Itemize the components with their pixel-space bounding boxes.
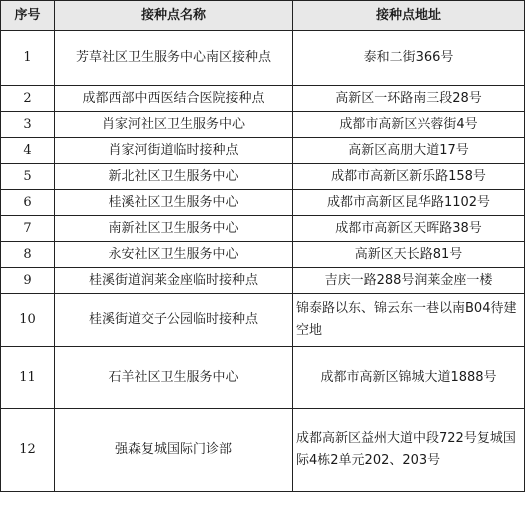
row-index: 8 [1,242,55,268]
table-row [1,347,525,409]
row-site-name: 成都西部中西医结合医院接种点 [55,86,293,112]
table-row [1,86,525,112]
row-site-name: 南新社区卫生服务中心 [55,216,293,242]
row-site-address: 成都市高新区新乐路158号 [293,164,525,190]
row-index: 12 [1,409,55,492]
row-site-name: 桂溪街道润莱金座临时接种点 [55,268,293,294]
row-site-name: 芳草社区卫生服务中心南区接种点 [55,31,293,86]
header-index: 序号 [1,1,55,31]
row-index: 6 [1,190,55,216]
table-header-row [1,1,525,31]
row-site-address: 成都高新区益州大道中段722号复城国际4栋2单元202、203号 [293,409,525,492]
row-index: 7 [1,216,55,242]
row-site-address: 成都市高新区昆华路1102号 [293,190,525,216]
row-site-address: 成都市高新区锦城大道1888号 [293,347,525,409]
row-index: 3 [1,112,55,138]
row-index: 9 [1,268,55,294]
row-site-address: 成都市高新区兴蓉街4号 [293,112,525,138]
row-site-address: 锦泰路以东、锦云东一巷以南B04待建空地 [293,294,525,347]
table-row [1,138,525,164]
table-row [1,268,525,294]
row-site-address: 泰和二街366号 [293,31,525,86]
row-index: 10 [1,294,55,347]
row-index: 4 [1,138,55,164]
table-row [1,409,525,492]
table-row [1,242,525,268]
row-index: 5 [1,164,55,190]
row-site-name: 强森复城国际门诊部 [55,409,293,492]
row-site-name: 肖家河社区卫生服务中心 [55,112,293,138]
header-site-address: 接种点地址 [293,1,525,31]
row-index: 11 [1,347,55,409]
row-index: 1 [1,31,55,86]
row-site-name: 永安社区卫生服务中心 [55,242,293,268]
row-site-name: 桂溪社区卫生服务中心 [55,190,293,216]
row-site-address: 高新区天长路81号 [293,242,525,268]
table-row [1,164,525,190]
row-site-name: 肖家河街道临时接种点 [55,138,293,164]
row-index: 2 [1,86,55,112]
header-site-name: 接种点名称 [55,1,293,31]
row-site-name: 新北社区卫生服务中心 [55,164,293,190]
row-site-address: 成都市高新区天晖路38号 [293,216,525,242]
row-site-name: 石羊社区卫生服务中心 [55,347,293,409]
table-row [1,31,525,86]
table-row [1,112,525,138]
table-row [1,190,525,216]
row-site-address: 高新区一环路南三段28号 [293,86,525,112]
table-row [1,216,525,242]
table-row [1,294,525,347]
row-site-name: 桂溪街道交子公园临时接种点 [55,294,293,347]
row-site-address: 高新区高朋大道17号 [293,138,525,164]
row-site-address: 吉庆一路288号润莱金座一楼 [293,268,525,294]
